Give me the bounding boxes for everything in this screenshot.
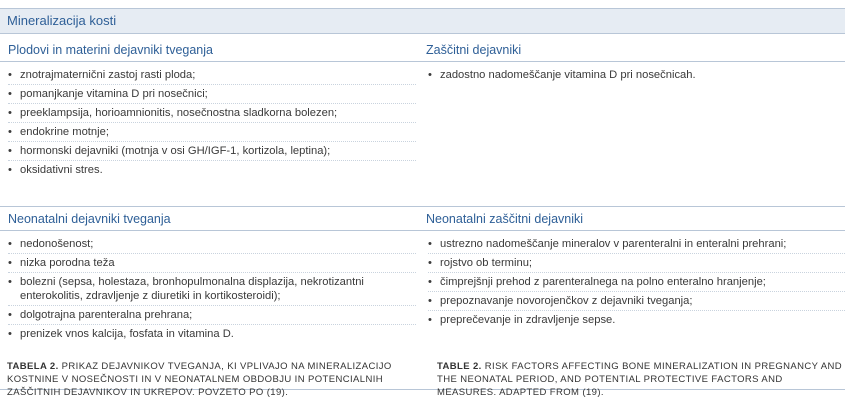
caption-english-text: RISK FACTORS AFFECTING BONE MINERALIZATION IN PREGNANCY AND THE NEONATAL PERIOD, AND POTENTIAL PROTECTIVE FACTORS AND MEASURES. ADAPTED FROM (19). xyxy=(437,361,842,398)
bullet-icon: • xyxy=(428,69,432,81)
list-item xyxy=(428,66,845,84)
list-item-text: čimprejšnji prehod z parenteralnega na polno enteralno hranjenje; xyxy=(440,276,766,288)
list-item-text: znotrajmaternični zastoj rasti ploda; xyxy=(20,69,196,81)
bullet-icon: • xyxy=(428,276,432,288)
list-maternal-risk xyxy=(0,62,416,179)
bullet-icon: • xyxy=(8,145,12,157)
list-item-text: pomanjkanje vitamina D pri nosečnici; xyxy=(20,88,208,100)
bullet-icon: • xyxy=(8,69,12,81)
bullet-icon: • xyxy=(8,238,12,250)
caption-slovene-text: PRIKAZ DEJAVNIKOV TVEGANJA, KI VPLIVAJO NA MINERALIZACIJO KOSTNINE V NOSEČNOSTI IN V NEONATALNEM OBDOBJU IN POTENCIALNIH ZAŠČITNIH DEJAVNIKOV IN UKREPOV. POVZETO PO (19). xyxy=(7,361,392,398)
bullet-icon: • xyxy=(428,238,432,250)
list-item xyxy=(8,235,416,254)
bullet-icon: • xyxy=(8,164,12,176)
list-item-text: preprečevanje in zdravljenje sepse. xyxy=(440,314,616,326)
list-item-text: endokrine motnje; xyxy=(20,126,109,138)
caption-slovene-label: TABELA 2. xyxy=(7,361,59,372)
bullet-icon: • xyxy=(8,276,12,288)
caption-english xyxy=(437,360,845,399)
table-title: Mineralizacija kosti xyxy=(0,8,845,34)
risk-factor-table xyxy=(0,38,845,390)
heading-neonatal-protective: Neonatalni zaščitni dejavniki xyxy=(416,207,845,231)
list-item-text: zadostno nadomeščanje vitamina D pri nosečnicah. xyxy=(440,69,696,81)
bullet-icon: • xyxy=(428,257,432,269)
heading-maternal-protective: Zaščitni dejavniki xyxy=(416,38,845,62)
cell-maternal-protective xyxy=(416,62,845,207)
list-item-text: oksidativni stres. xyxy=(20,164,103,176)
bullet-icon: • xyxy=(8,126,12,138)
list-item-text: ustrezno nadomeščanje mineralov v parenteralni in enteralni prehrani; xyxy=(440,238,787,250)
bullet-icon: • xyxy=(8,309,12,321)
bullet-icon: • xyxy=(8,88,12,100)
list-item xyxy=(8,85,416,104)
caption-english-label: TABLE 2. xyxy=(437,361,482,372)
list-neonatal-risk xyxy=(0,231,416,343)
list-item xyxy=(428,254,845,273)
bullet-icon: • xyxy=(428,314,432,326)
list-item xyxy=(8,254,416,273)
list-item xyxy=(8,273,416,306)
list-item-text: bolezni (sepsa, holestaza, bronhopulmonalna displazija, nekrotizantni enterokolitis, zdravljenje z diuretiki in kortikosteroidi); xyxy=(20,276,364,302)
list-item xyxy=(8,123,416,142)
bullet-icon: • xyxy=(8,107,12,119)
list-item xyxy=(428,292,845,311)
list-neonatal-protective xyxy=(416,231,845,329)
list-item xyxy=(8,161,416,179)
list-item-text: prepoznavanje novorojenčkov z dejavniki tveganja; xyxy=(440,295,693,307)
list-item xyxy=(428,273,845,292)
list-item xyxy=(8,104,416,123)
bullet-icon: • xyxy=(428,295,432,307)
list-item xyxy=(8,325,416,343)
list-item-text: hormonski dejavniki (motnja v osi GH/IGF-1, kortizola, leptina); xyxy=(20,145,331,157)
heading-neonatal-risk: Neonatalni dejavniki tveganja xyxy=(0,207,416,231)
list-item-text: dolgotrajna parenteralna prehrana; xyxy=(20,309,193,321)
list-item xyxy=(428,235,845,254)
list-item-text: nedonošenost; xyxy=(20,238,94,250)
list-item-text: prenizek vnos kalcija, fosfata in vitamina D. xyxy=(20,328,234,340)
list-item xyxy=(8,142,416,161)
cell-maternal-risk xyxy=(0,62,416,207)
bullet-icon: • xyxy=(8,257,12,269)
list-maternal-protective xyxy=(416,62,845,84)
heading-maternal-risk: Plodovi in materini dejavniki tveganja xyxy=(0,38,416,62)
list-item xyxy=(8,306,416,325)
caption-slovene xyxy=(7,360,417,399)
list-item-text: nizka porodna teža xyxy=(20,257,115,269)
list-item-text: rojstvo ob terminu; xyxy=(440,257,533,269)
list-item xyxy=(428,311,845,329)
bullet-icon: • xyxy=(8,328,12,340)
list-item-text: preeklampsija, horioamnionitis, nosečnostna sladkorna bolezen; xyxy=(20,107,338,119)
list-item xyxy=(8,66,416,85)
